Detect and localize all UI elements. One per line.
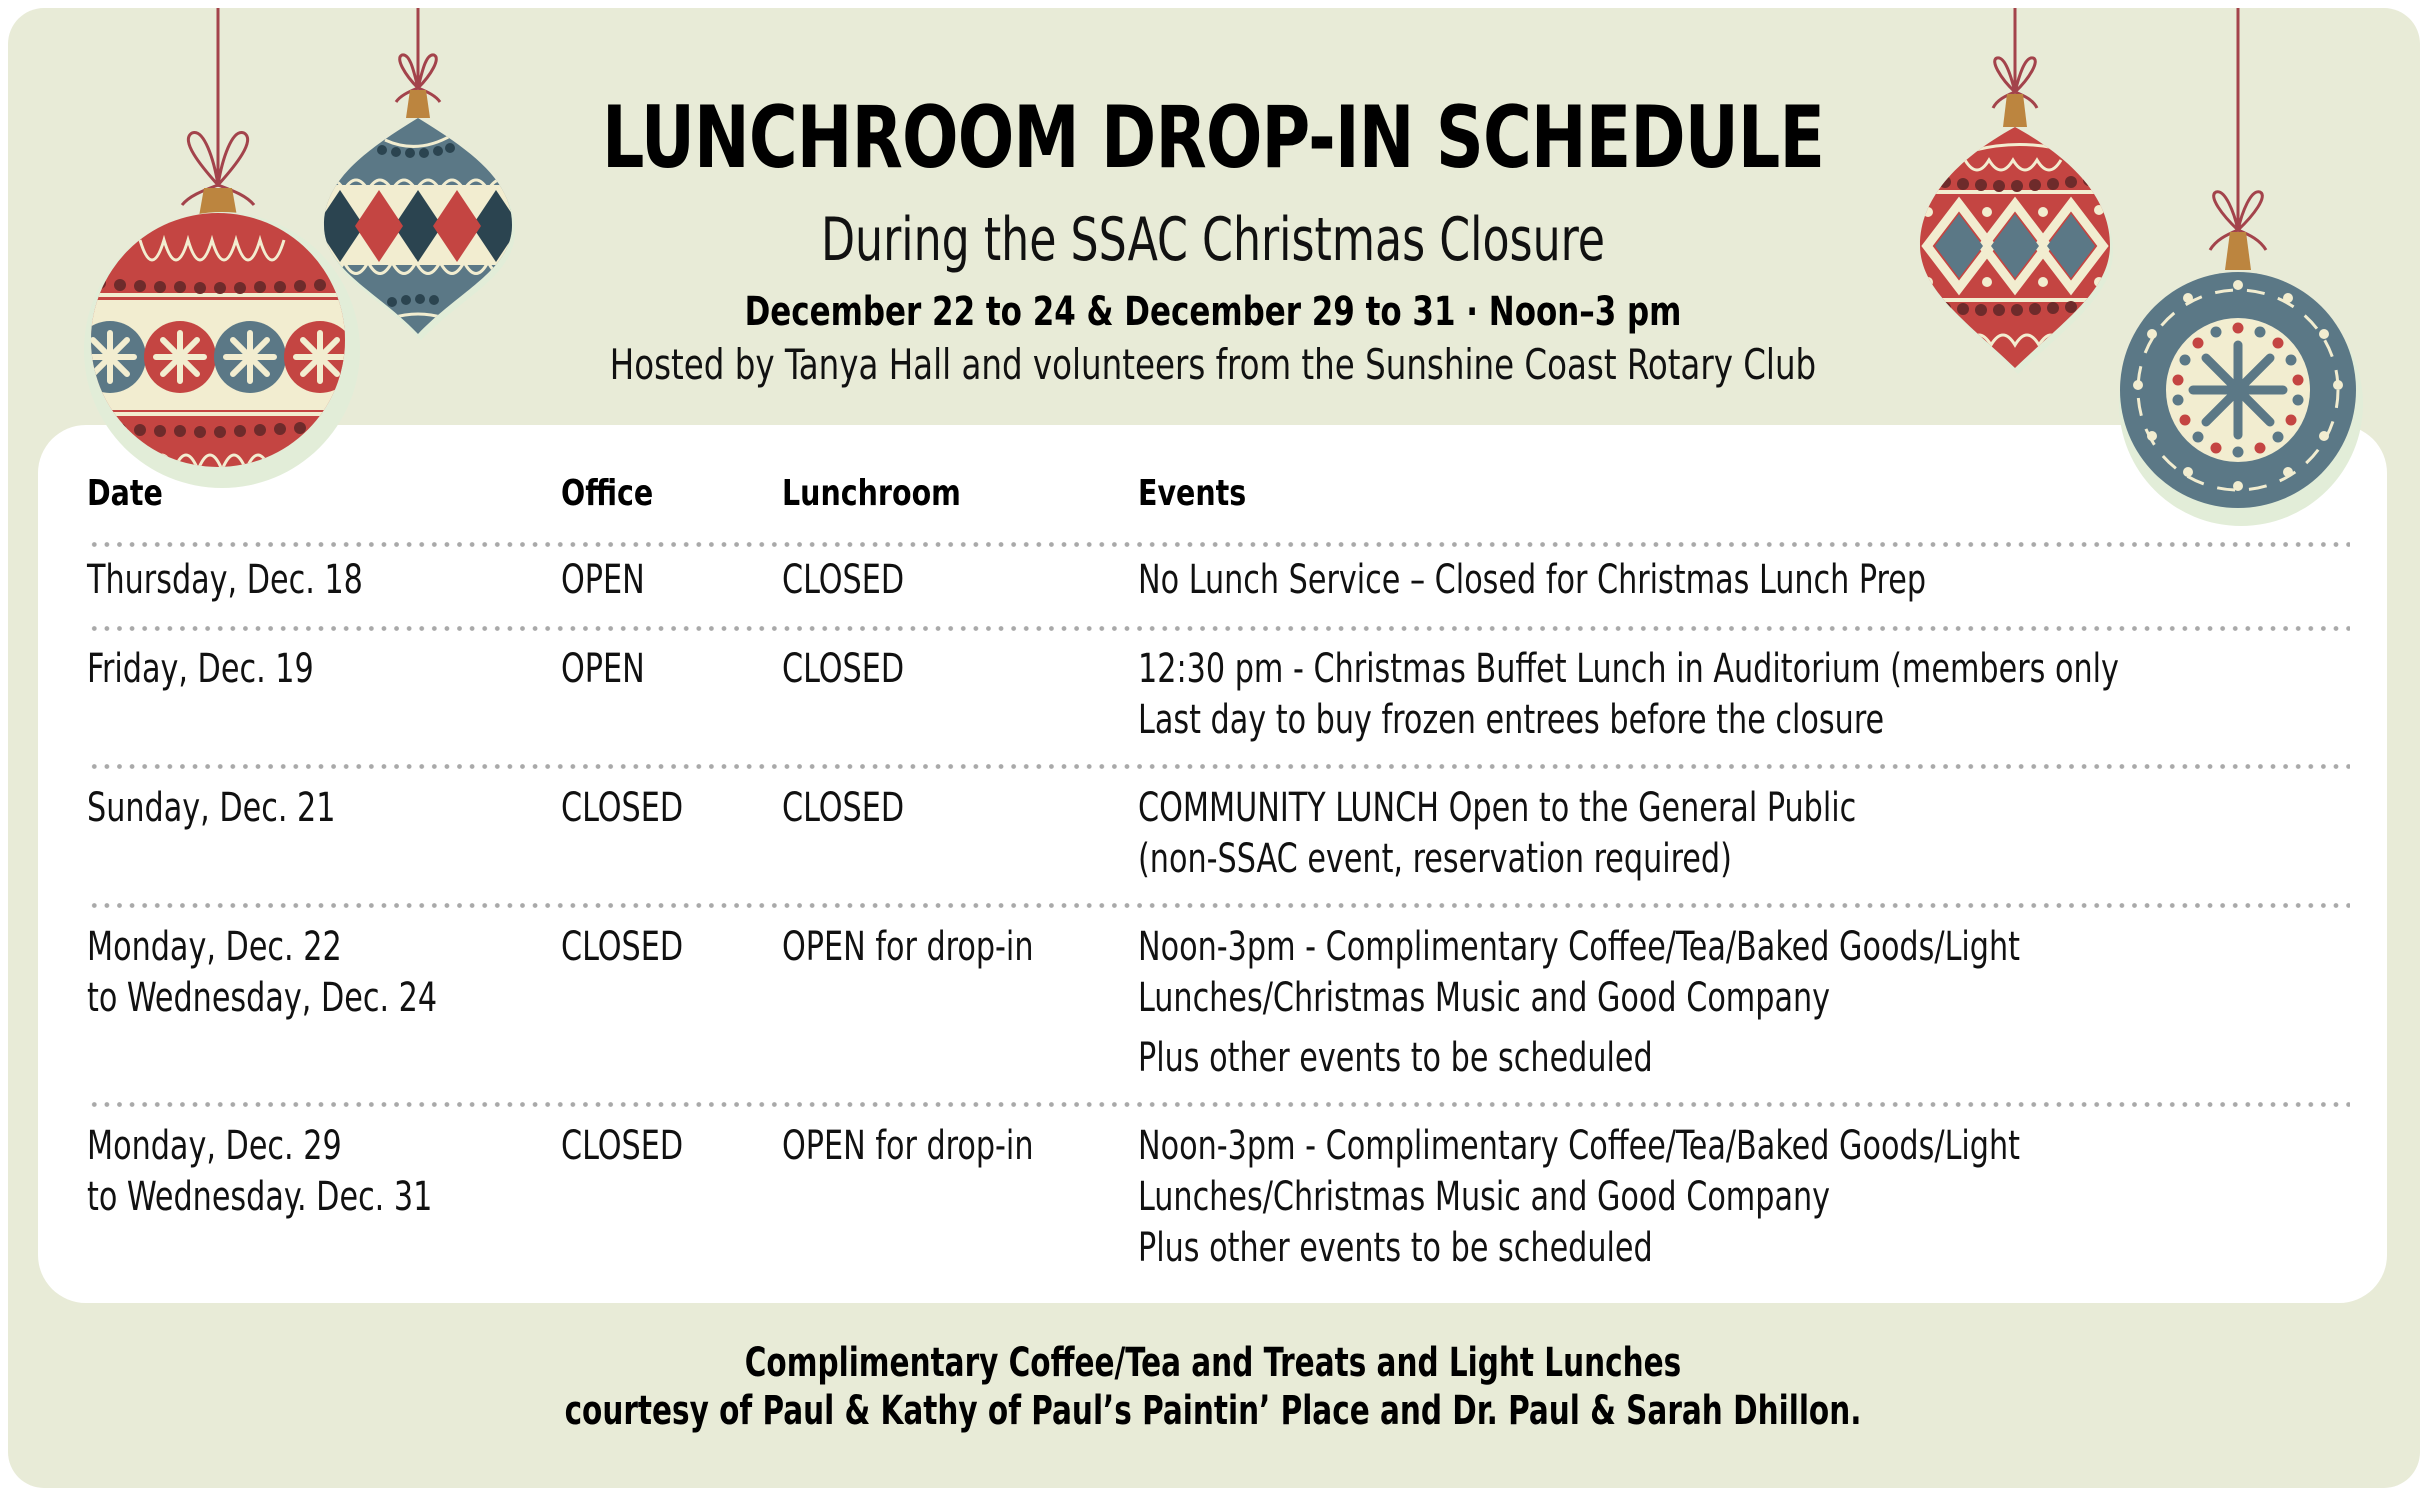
cell-events: No Lunch Service – Closed for Christmas Lunch Prep	[1138, 557, 1927, 603]
column-header-date: Date	[87, 473, 163, 514]
footer-sponsor-line-1: Complimentary Coffee/Tea and Treats and Light Lunches	[744, 1340, 1682, 1386]
cell-events: COMMUNITY LUNCH Open to the General Public (non-SSAC event, reservation required)	[1138, 785, 1857, 882]
column-header-lunchroom: Lunchroom	[782, 473, 961, 514]
cell-lunchroom: CLOSED	[782, 557, 905, 603]
cell-office: CLOSED	[561, 1123, 684, 1169]
column-header-events: Events	[1138, 473, 1247, 514]
cell-date: Friday, Dec. 19	[87, 646, 314, 692]
cell-date: Monday, Dec. 29 to Wednesday. Dec. 31	[87, 1123, 433, 1220]
cell-lunchroom: OPEN for drop-in	[782, 1123, 1034, 1169]
cell-date: Sunday, Dec. 21	[87, 785, 336, 831]
row-divider	[88, 1102, 2350, 1107]
cell-office: OPEN	[561, 646, 645, 692]
cell-office: CLOSED	[561, 785, 684, 831]
row-divider	[88, 764, 2350, 769]
row-divider	[88, 626, 2350, 631]
cell-date: Monday, Dec. 22 to Wednesday, Dec. 24	[87, 924, 438, 1021]
cell-lunchroom: OPEN for drop-in	[782, 924, 1034, 970]
cell-events: Noon-3pm - Complimentary Coffee/Tea/Baked Goods/Light Lunches/Christmas Music and Good Company Plus other events to be scheduled	[1138, 1123, 2020, 1271]
row-divider	[88, 903, 2350, 908]
cell-date: Thursday, Dec. 18	[87, 557, 363, 603]
column-header-office: Office	[561, 473, 654, 514]
cell-office: CLOSED	[561, 924, 684, 970]
cell-events: Noon-3pm - Complimentary Coffee/Tea/Baked Goods/Light Lunches/Christmas Music and Good Company Plus other events to be scheduled	[1138, 924, 2020, 1081]
row-divider	[88, 542, 2350, 547]
cell-office: OPEN	[561, 557, 645, 603]
page-title: LUNCHROOM DROP-IN SCHEDULE	[601, 88, 1825, 188]
cell-lunchroom: CLOSED	[782, 646, 905, 692]
footer-sponsor-line-2: courtesy of Paul & Kathy of Paul’s Paintin’ Place and Dr. Paul & Sarah Dhillon.	[564, 1388, 1862, 1434]
cell-lunchroom: CLOSED	[782, 785, 905, 831]
hosted-by: Hosted by Tanya Hall and volunteers from the Sunshine Coast Rotary Club	[609, 340, 1817, 389]
closure-dates: December 22 to 24 & December 29 to 31 · Noon–3 pm	[744, 289, 1682, 335]
cell-events: 12:30 pm - Christmas Buffet Lunch in Auditorium (members only Last day to buy frozen entrees before the closure	[1138, 646, 2119, 743]
page-subtitle: During the SSAC Christmas Closure	[820, 205, 1606, 275]
